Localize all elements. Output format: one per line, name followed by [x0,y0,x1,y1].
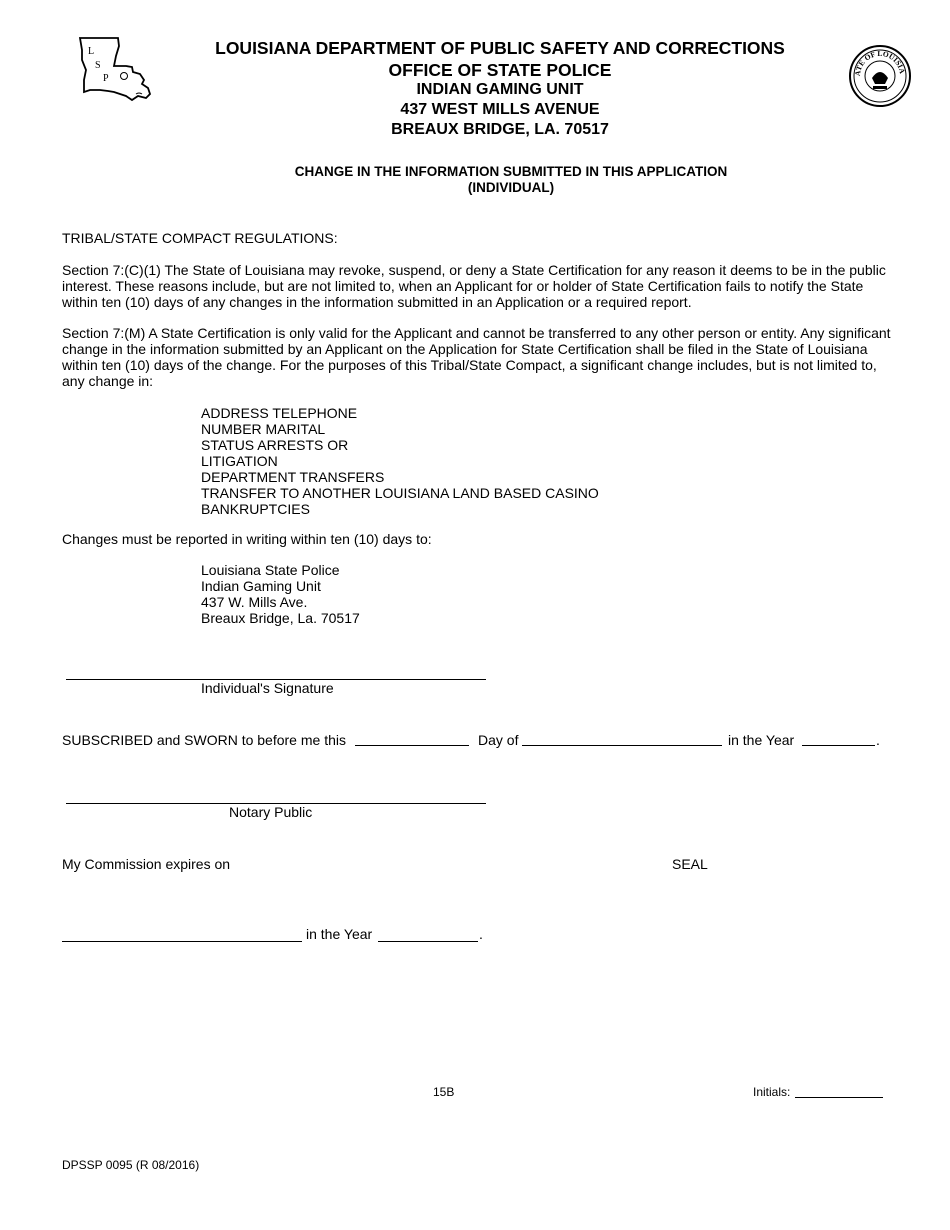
sworn-period: . [876,732,880,748]
seal-label: SEAL [672,856,708,872]
logo-letter-p: P [103,73,109,84]
expiry-year-label: in the Year [306,926,373,942]
sworn-day-blank[interactable] [355,745,469,746]
sworn-year-label: in the Year [728,732,795,748]
list-item: ADDRESS TELEPHONE [201,405,358,421]
signature-label: Individual's Signature [201,680,334,696]
form-title: CHANGE IN THE INFORMATION SUBMITTED IN THIS APPLICATION [294,164,728,179]
regulations-heading: TRIBAL/STATE COMPACT REGULATIONS: [62,230,338,246]
address-line: 437 W. Mills Ave. [201,594,308,610]
notary-label: Notary Public [229,804,313,820]
address-line: Louisiana State Police [201,562,340,578]
sworn-prefix: SUBSCRIBED and SWORN to before me this [62,732,346,748]
list-item: STATUS ARRESTS OR [201,437,349,453]
section-7m-paragraph: Section 7:(M) A State Certification is only valid for the Applicant and cannot be transferred to any other person or entity. Any significant change in the information submitted by an Applicant on the Application for State Certification shall be filed in the State of Louisiana within ten (10) days of the change. For the purposes of this Tribal/State Compact, a significant change includes, but is not limited to, any change in: [62,325,891,389]
sworn-month-blank[interactable] [522,745,722,746]
header-line-department: LOUISIANA DEPARTMENT OF PUBLIC SAFETY AND CORRECTIONS [215,38,785,58]
page-number: 15B [433,1085,455,1099]
logo-letter-s: S [95,60,101,71]
commission-label: My Commission expires on [62,856,231,872]
header-line-unit: INDIAN GAMING UNIT [416,81,584,98]
seal-text: ATE OF LOUISIA [852,48,907,77]
expiry-period: . [479,926,483,942]
sworn-day-of-label: Day of [478,732,519,748]
address-line: Indian Gaming Unit [201,578,321,594]
header-line-office: OFFICE OF STATE POLICE [388,60,612,80]
list-item: LITIGATION [201,453,278,469]
change-items-list [201,405,599,517]
list-item: NUMBER MARITAL [201,421,326,437]
address-line: Breaux Bridge, La. 70517 [201,610,360,626]
mailing-address [201,562,360,626]
header-line-city: BREAUX BRIDGE, LA. 70517 [391,121,609,138]
form-subtitle: (INDIVIDUAL) [467,180,555,195]
logo-letter-l: L [88,46,95,57]
expiry-date-blank[interactable] [62,941,302,942]
list-item: TRANSFER TO ANOTHER LOUISIANA LAND BASED CASINO [201,485,599,501]
expiry-year-blank[interactable] [378,941,478,942]
list-item: BANKRUPTCIES [201,501,310,517]
header-line-street: 437 WEST MILLS AVENUE [400,101,600,118]
list-item: DEPARTMENT TRANSFERS [201,469,385,485]
report-instruction: Changes must be reported in writing within ten (10) days to: [62,531,432,547]
initials-label: Initials: [753,1085,791,1099]
form-number: DPSSP 0095 (R 08/2016) [62,1158,200,1172]
sworn-year-blank[interactable] [802,745,875,746]
section-7c1-paragraph: Section 7:(C)(1) The State of Louisiana may revoke, suspend, or deny a State Certification for any reason it deems to be in the public interest. These reasons include, but are not limited to, when an Applicant for or holder of State Certification fails to notify the State within ten (10) days of any changes in the information submitted in an Application or a required report. [62,262,886,310]
initials-blank[interactable] [795,1097,883,1098]
